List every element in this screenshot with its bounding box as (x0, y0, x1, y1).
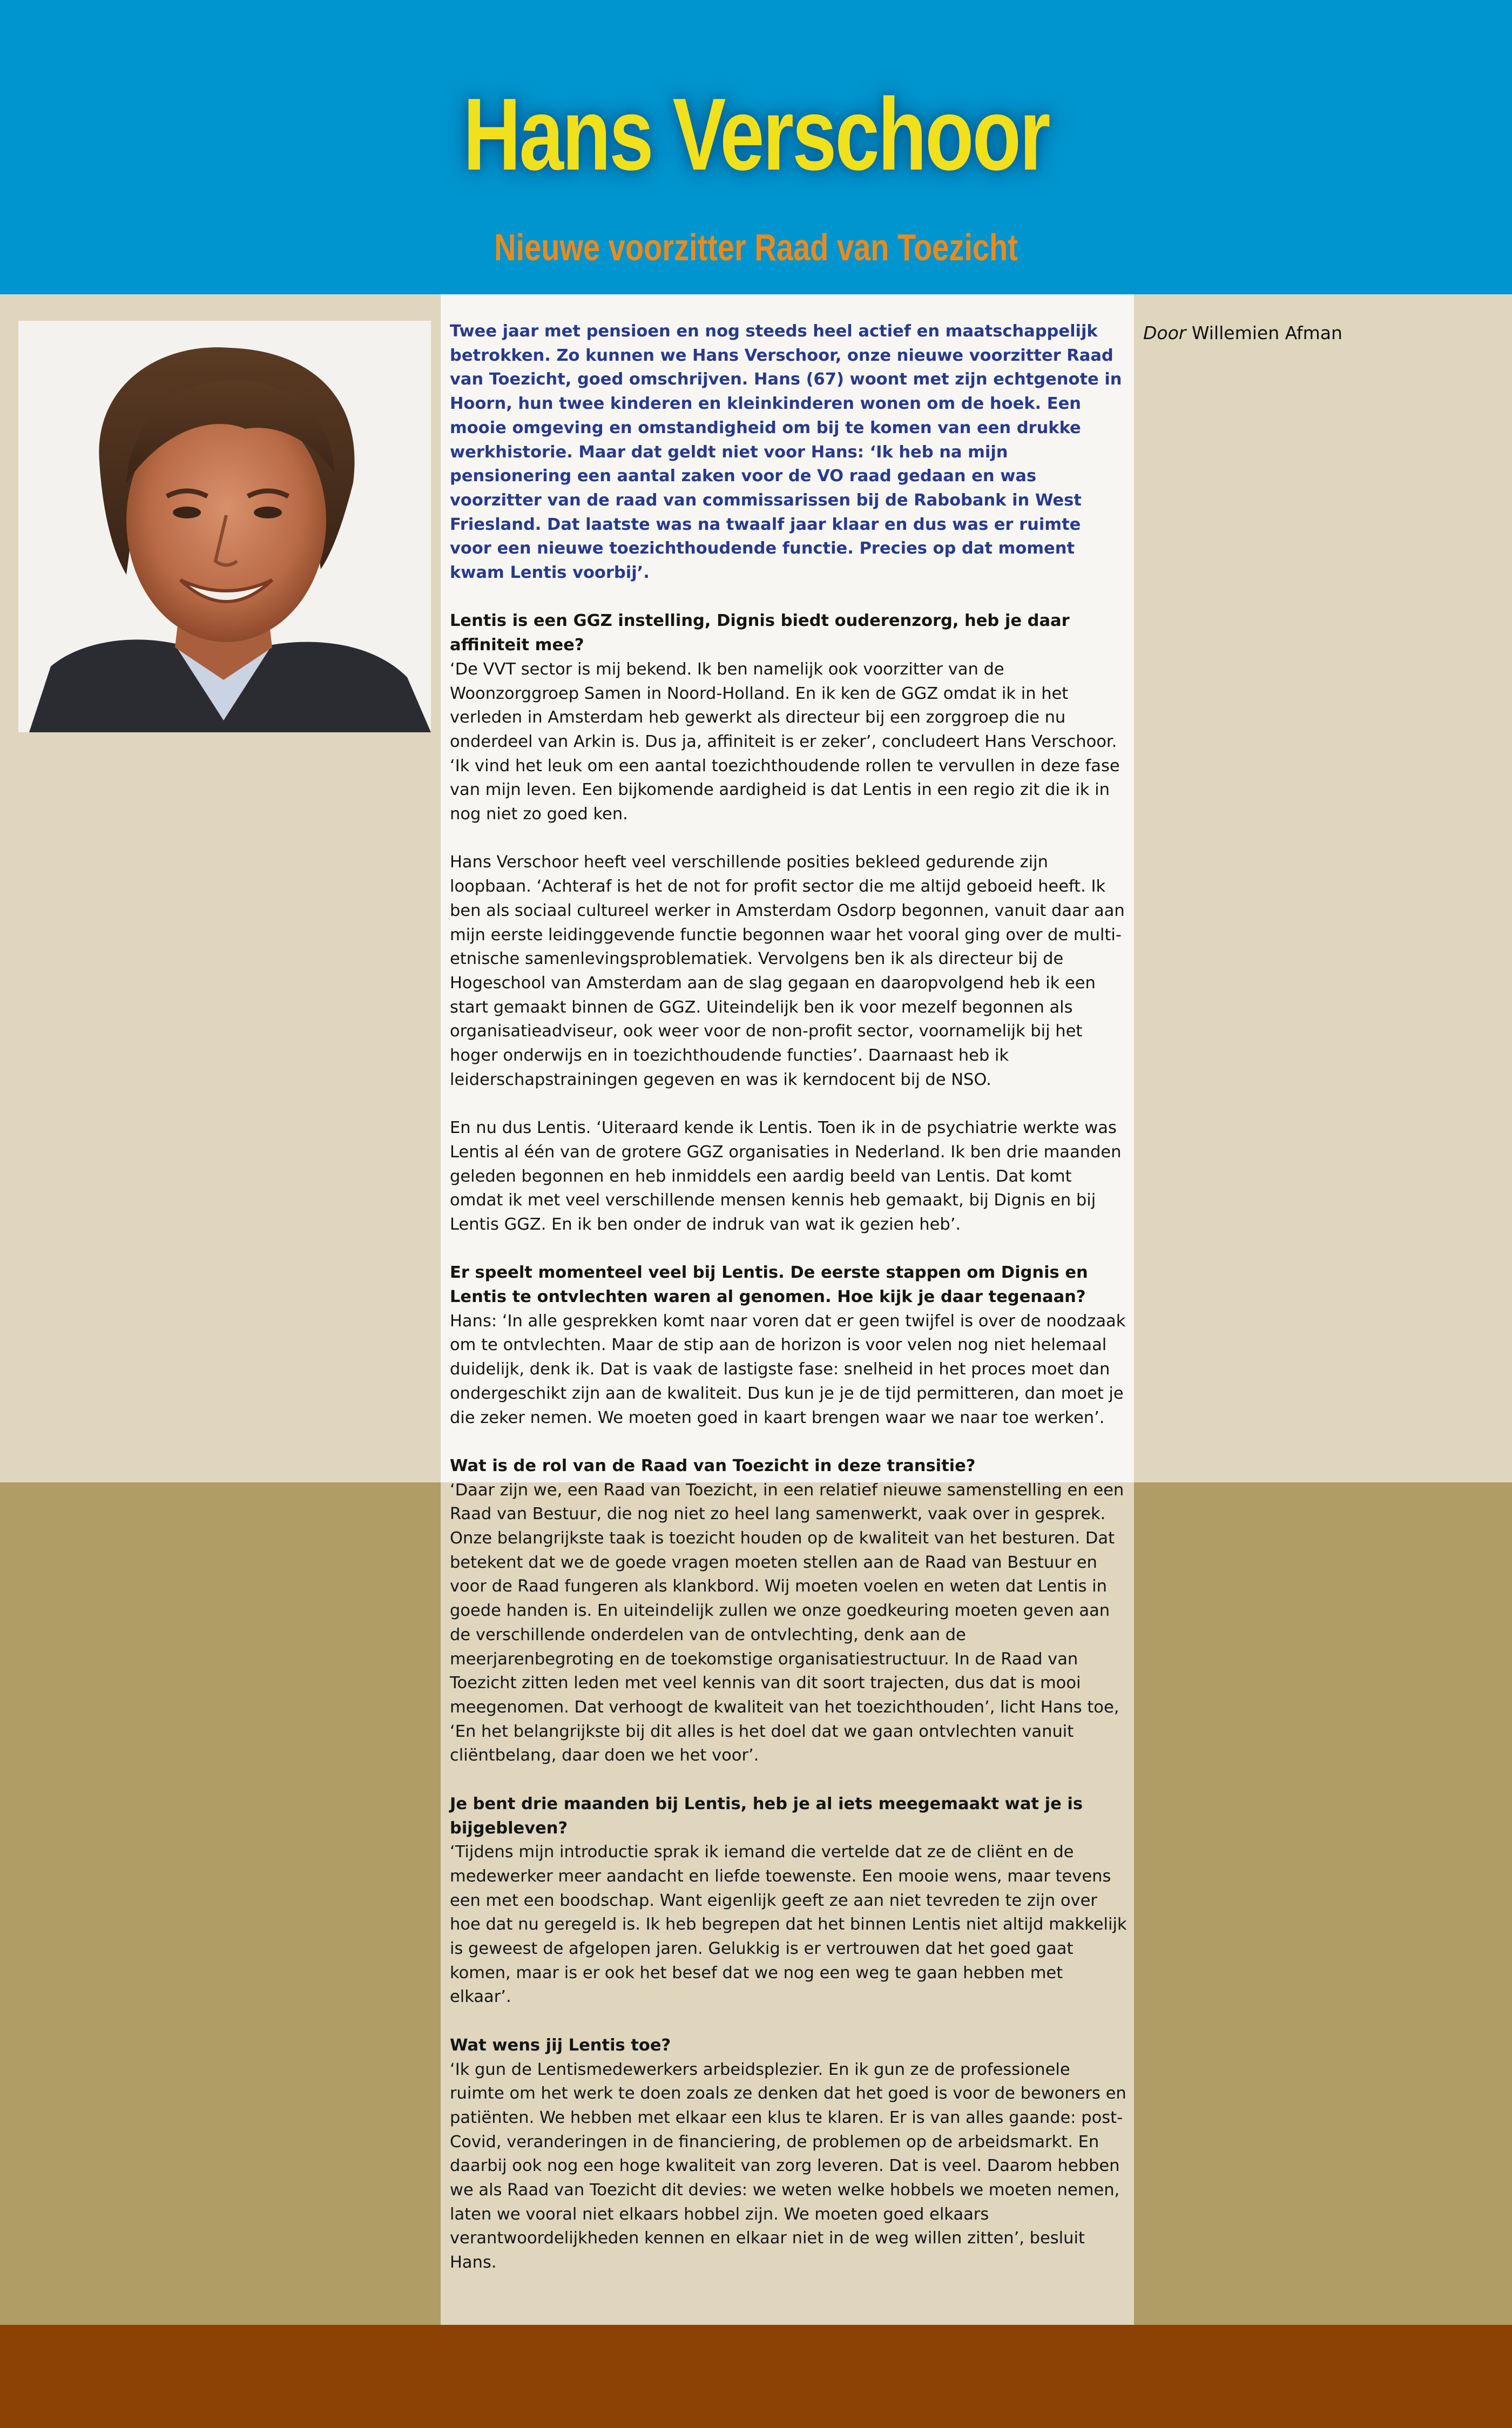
byline-author: Willemien Afman (1191, 322, 1342, 343)
byline (1143, 321, 1342, 345)
article-section (450, 1454, 1127, 1768)
article-body (450, 320, 1127, 2299)
portrait-photo-icon (18, 321, 431, 732)
article-paragraph: Hans Verschoor heeft veel verschillende posities bekleed gedurende zijn loopbaan. ‘Achteraf is het de not for profit sector die me altijd geboeid heeft. Ik ben als sociaal cultureel werker in Amsterdam Osdorp begonnen, vanuit daar aan mijn eerste leidinggevende functie begonnen waar het vooral ging over de multi-etnische samenlevingsproblematiek. Vervolgens ben ik als directeur bij de Hogeschool van Amsterdam aan de slag gegaan en daaropvolgend heb ik een start gemaakt binnen de GGZ. Uiteindelijk ben ik voor mezelf begonnen als organisatieadviseur, ook weer voor de non-profit sector, voornamelijk bij het hoger onderwijs en in toezichthoudende functies’. Daarnaast heb ik leiderschapstrainingen gegeven en was ik kerndocent bij de NSO. (450, 853, 1125, 1089)
article-answer: ‘Ik gun de Lentismedewerkers arbeidsplezier. En ik gun ze de professionele ruimte om het werk te doen zoals ze denken dat het goed is voor de bewoners en patiënten. We hebben met elkaar een klus te klaren. Er is van alles gaande: post-Covid, veranderingen in de financiering, de problemen op de arbeidsmarkt. En daarbij ook nog een hoge kwaliteit van zorg leveren. Dat is veel. Daarom hebben we als Raad van Toezicht dit devies: we weten welke hobbels we moeten nemen, laten we vooral niet elkaars hobbel zijn. We moeten goed elkaars verantwoordelijkheden kennen en elkaar niet in de weg willen zitten’, besluit Hans. (450, 2060, 1126, 2272)
page-subtitle: Nieuwe voorzitter Raad van Toezicht (494, 226, 1018, 268)
article-answer: ‘De VVT sector is mij bekend. Ik ben namelijk ook voorzitter van de Woonzorggroep Samen in Noord-Holland. En ik ken de GGZ omdat ik in het verleden in Amsterdam heb gewerkt als directeur bij een zorggroep die nu onderdeel van Arkin is. Dus ja, affiniteit is er zeker’, concludeert Hans Verschoor. ‘Ik vind het leuk om een aantal toezichthoudende rollen te vervullen in deze fase van mijn leven. Een bijkomende aardigheid is dat Lentis in een regio zit die ik in nog niet zo goed ken. (450, 659, 1120, 824)
article-question: Lentis is een GGZ instelling, Dignis biedt ouderenzorg, heb je daar affiniteit mee? (450, 611, 1070, 655)
article-intro: Twee jaar met pensioen en nog steeds heel actief en maatschappelijk betrokken. Zo kunnen we Hans Verschoor, onze nieuwe voorzitter Raad van Toezicht, goed omschrijven. Hans (67) woont met zijn echtgenote in Hoorn, hun twee kinderen en kleinkinderen wonen om de hoek. Een mooie omgeving en omstandigheid om bij te komen van een drukke werkhistorie. Maar dat geldt niet voor Hans: ‘Ik heb na mijn pensionering een aantal zaken voor de VO raad gedaan en was voorzitter van de raad van commissarissen bij de Rabobank in West Friesland. Dat laatste was na twaalf jaar klaar en dus was er ruimte voor een nieuwe toezichthoudende functie. Precies op dat moment kwam Lentis voorbij’. (450, 322, 1122, 583)
byline-prefix: Door (1143, 322, 1186, 343)
page-title: Hans Verschoor (463, 77, 1049, 192)
article-answer: ‘Tijdens mijn introductie sprak ik iemand die vertelde dat ze de cliënt en de medewerker meer aandacht en liefde toewenste. Een mooie wens, maar tevens een met een boodschap. Want eigenlijk geeft ze aan niet tevreden te zijn over hoe dat nu geregeld is. Ik heb begrepen dat het binnen Lentis niet altijd makkelijk is geweest de afgelopen jaren. Gelukkig is er vertrouwen dat het goed gaat komen, maar is er ook het besef dat we nog een weg te gaan hebben met elkaar’. (450, 1843, 1127, 2007)
article-question: Wat wens jij Lentis toe? (450, 2035, 671, 2055)
article-question: Wat is de rol van de Raad van Toezicht in deze transitie? (450, 1456, 976, 1475)
article-section (450, 1261, 1127, 1430)
article-question: Er speelt momenteel veel bij Lentis. De eerste stappen om Dignis en Lentis te ontvlechten waren al genomen. Hoe kijk je daar tegenaan? (450, 1263, 1088, 1307)
article-answer: Hans: ‘In alle gesprekken komt naar voren dat er geen twijfel is over de noodzaak om te ontvlechten. Maar de stip aan de horizon is voor velen nog niet helemaal duidelijk, denk ik. Dat is vaak de lastigste fase: snelheid in het proces moet dan ondergeschikt zijn aan de kwaliteit. Dus kun je je de tijd permitteren, dan moet je die zeker nemen. We moeten goed in kaart brengen waar we naar toe werken’. (450, 1311, 1126, 1427)
article-section (450, 2034, 1127, 2275)
footer-band (0, 2325, 1512, 2428)
article-question: Je bent drie maanden bij Lentis, heb je al iets meegemaakt wat je is bijgebleven? (450, 1794, 1083, 1838)
article-answer: ‘Daar zijn we, een Raad van Toezicht, in een relatief nieuwe samenstelling en een Raad van Bestuur, die nog niet zo heel lang samenwerkt, vaak over in gesprek. Onze belangrijkste taak is toezicht houden op de kwaliteit van het besturen. Dat betekent dat we de goede vragen moeten stellen aan de Raad van Bestuur en voor de Raad fungeren als klankbord. Wij moeten voelen en weten dat Lentis in goede handen is. En uiteindelijk zullen we onze goedkeuring moeten geven aan de verschillende onderdelen van de ontvlechting, denk aan de meerjarenbegroting en de toekomstige organisatiestructuur. In de Raad van Toezicht zitten leden met veel kennis van dit soort trajecten, dus dat is mooi meegenomen. Dat verhoogt de kwaliteit van het toezichthouden’, licht Hans toe, ‘En het belangrijkste bij dit alles is het doel dat we gaan ontvlechten vanuit cliëntbelang, daar doen we het voor’. (450, 1480, 1124, 1765)
header-banner (0, 0, 1512, 294)
portrait-photo (18, 321, 431, 732)
article-section (450, 609, 1127, 826)
article-section (450, 1792, 1127, 2009)
article-paragraph: En nu dus Lentis. ‘Uiteraard kende ik Lentis. Toen ik in de psychiatrie werkte was Lentis al één van de grotere GGZ organisaties in Nederland. Ik ben drie maanden geleden begonnen en heb inmiddels een aardig beeld van Lentis. Dat komt omdat ik met veel verschillende mensen kennis heb gemaakt, bij Dignis en bij Lentis GGZ. En ik ben onder de indruk van wat ik gezien heb’. (450, 1118, 1122, 1234)
